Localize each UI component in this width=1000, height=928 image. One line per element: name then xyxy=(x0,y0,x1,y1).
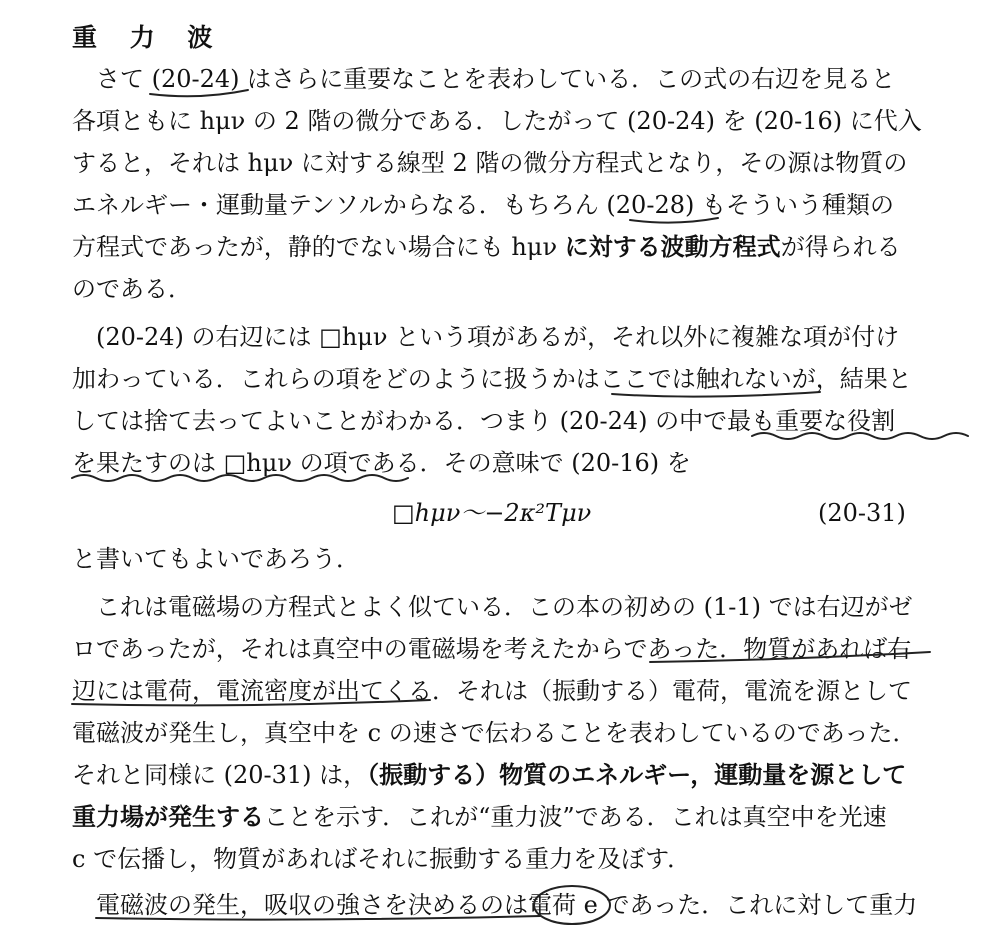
text-line: のである． xyxy=(72,275,192,303)
text-segment: が得られる xyxy=(780,233,901,261)
text-line: と書いてもよいであろう． xyxy=(72,545,360,573)
equation-number: (20-31) xyxy=(818,499,906,527)
text-line: (20-24) の右辺には □hμν という項があるが，それ以外に複雑な項が付け xyxy=(96,323,900,351)
text-line: 加わっている．これらの項をどのように扱うかはここでは触れないが，結果と xyxy=(72,365,912,393)
text-line: を果たすのは □hμν の項である．その意味で (20-16) を xyxy=(72,449,691,477)
text-segment: ことを示す．これが“重力波”である．これは真空中を光速 xyxy=(264,803,887,831)
text-line: しては捨て去ってよいことがわかる．つまり (20-24) の中で最も重要な役割 xyxy=(72,407,896,435)
bold-text: 重力場が発生する xyxy=(72,803,264,831)
text-line: c で伝播し，物質があればそれに振動する重力を及ぼす． xyxy=(72,845,692,873)
text-line xyxy=(72,230,922,264)
text-line: 電磁波の発生，吸収の強さを決めるのは電荷 e であった．これに対して重力 xyxy=(96,891,918,919)
text-line: すると，それは hμν に対する線型 2 階の微分方程式となり，その源は物質の xyxy=(72,149,908,177)
text-line: 辺には電荷，電流密度が出てくる．それは（振動する）電荷，電流を源として xyxy=(72,677,912,705)
text-line: 各項ともに hμν の 2 階の微分である．したがって (20-24) を (20-16) に代入 xyxy=(72,107,922,135)
text-segment: 方程式であったが，静的でない場合にも hμν xyxy=(72,233,558,261)
text-line xyxy=(72,800,922,834)
text-line: これは電磁場の方程式とよく似ている．この本の初めの (1-1) では右辺がゼ xyxy=(96,593,913,621)
text-segment: それと同様に (20-31) は， xyxy=(72,761,368,789)
bold-text: （振動する）物質のエネルギー，運動量を源として xyxy=(367,761,907,789)
text-line: さて (20-24) はさらに重要なことを表わしている．この式の右辺を見ると xyxy=(96,65,896,93)
text-line: ロであったが，それは真空中の電磁場を考えたからであった．物質があれば右 xyxy=(72,635,912,663)
section-heading: 重 力 波 xyxy=(72,23,225,52)
text-line: 電磁波が発生し，真空中を c の速さで伝わることを表わしているのであった． xyxy=(72,719,917,747)
bold-text: に対する波動方程式 xyxy=(564,233,781,261)
text-line xyxy=(72,758,922,792)
equation-formula: □hμν〜−2κ²Tμν xyxy=(392,499,592,527)
text-line: エネルギー・運動量テンソルからなる．もちろん (20-28) もそういう種類の xyxy=(72,191,894,219)
